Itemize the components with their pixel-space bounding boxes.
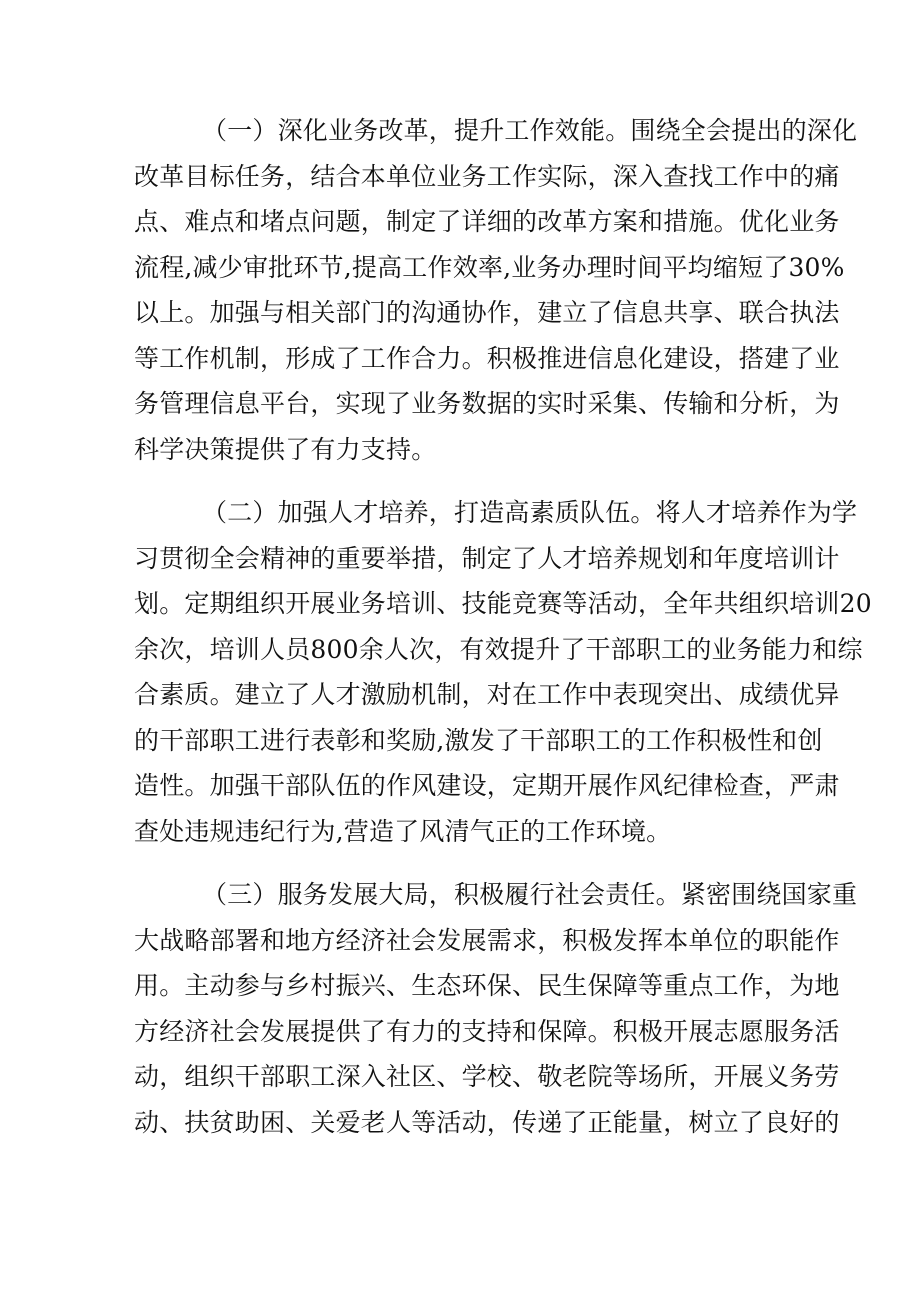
- document-body: [134, 108, 872, 1163]
- text-line: 合素质。建立了人才激励机制，对在工作中表现突出、成绩优异: [134, 680, 840, 709]
- text-line: （二）加强人才培养，打造高素质队伍。将人才培养作为学: [202, 498, 858, 527]
- text-line: 流程,减少审批环节,提高工作效率,业务办理时间平均缩短了30%: [134, 252, 845, 282]
- paragraph-reform: [134, 108, 858, 472]
- text-line: （三）服务发展大局，积极履行社会责任。紧密围绕国家重: [202, 880, 858, 909]
- text-line: 等工作机制，形成了工作合力。积极推进信息化建设，搭建了业: [134, 343, 840, 373]
- text-line: 动，组织干部职工深入社区、学校、敬老院等场所，开展义务劳: [134, 1062, 840, 1091]
- text-line: 划。定期组织开展业务培训、技能竞赛等活动，全年共组织培训20: [134, 589, 872, 618]
- text-line: 余次，培训人员800余人次，有效提升了干部职工的业务能力和综: [134, 634, 863, 664]
- text-line: 大战略部署和地方经济社会发展需求，积极发挥本单位的职能作: [134, 925, 840, 955]
- text-line: 的干部职工进行表彰和奖励,激发了干部职工的工作积极性和创: [134, 725, 823, 755]
- text-line: 点、难点和堵点问题，制定了详细的改革方案和措施。优化业务: [134, 207, 840, 236]
- text-line: 以上。加强与相关部门的沟通协作，建立了信息共享、联合执法: [134, 298, 840, 327]
- paragraph-service: [134, 872, 858, 1145]
- text-line: 务管理信息平台，实现了业务数据的实时采集、传输和分析，为: [134, 389, 840, 418]
- text-line: 查处违规违纪行为,营造了风清气正的工作环境。: [134, 816, 672, 846]
- text-line: 动、扶贫助困、关爱老人等活动，传递了正能量，树立了良好的: [134, 1107, 840, 1137]
- text-line: 习贯彻全会精神的重要举措，制定了人才培养规划和年度培训计: [134, 543, 840, 573]
- text-line: （一）深化业务改革，提升工作效能。围绕全会提出的深化: [202, 116, 858, 145]
- text-line: 造性。加强干部队伍的作风建设，定期开展作风纪律检查，严肃: [134, 771, 840, 800]
- text-line: 用。主动参与乡村振兴、生态环保、民生保障等重点工作，为地: [134, 971, 840, 1000]
- paragraph-talent: [134, 490, 872, 854]
- text-line: 科学决策提供了有力支持。: [134, 434, 437, 464]
- text-line: 方经济社会发展提供了有力的支持和保障。积极开展志愿服务活: [134, 1016, 840, 1046]
- text-line: 改革目标任务，结合本单位业务工作实际，深入查找工作中的痛: [134, 161, 840, 191]
